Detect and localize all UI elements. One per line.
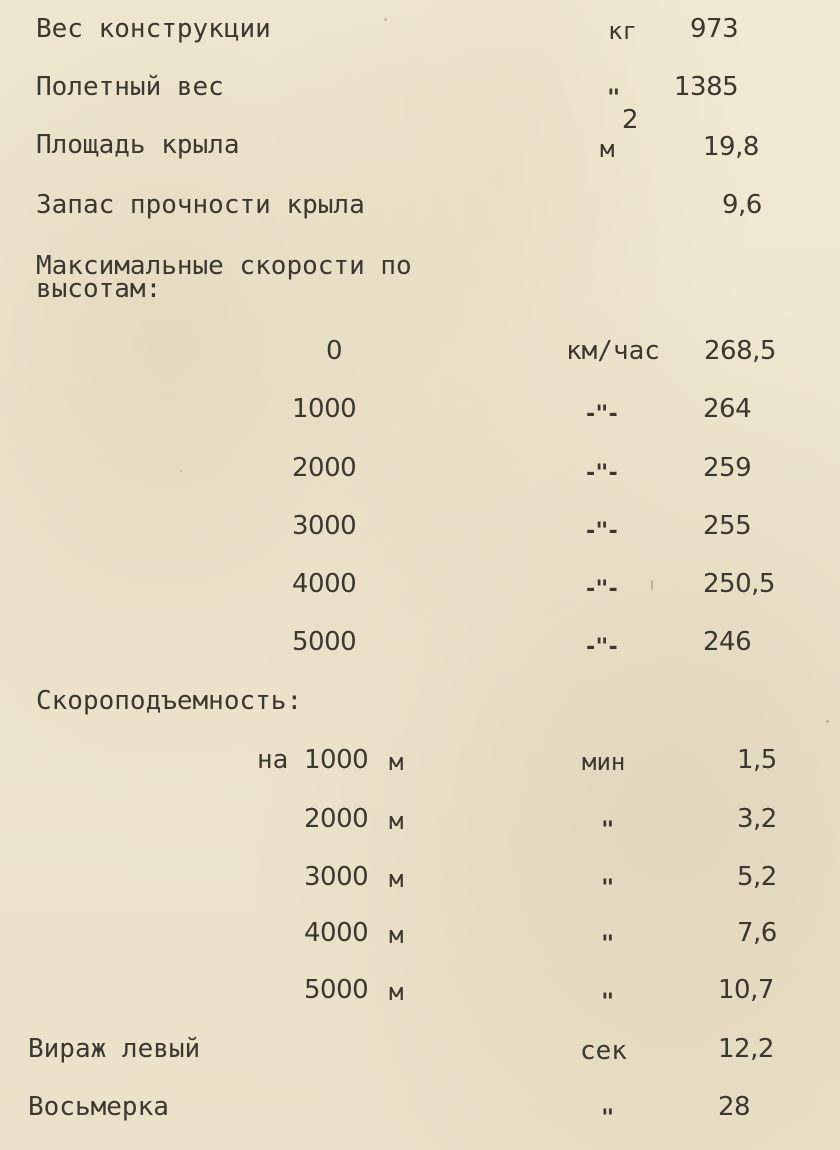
max-speed-unit: -"- (584, 519, 618, 544)
max-speed-heading-line1: Максимальные скорости по (36, 251, 412, 281)
climb-unit: " (601, 876, 613, 901)
climb-value: 10,7 (718, 975, 774, 1005)
climb-prefix: на (257, 745, 289, 775)
max-speed-value: 268,5 (704, 336, 776, 366)
paper-speck (651, 580, 653, 590)
wing-area-label: Площадь крыла (36, 130, 240, 160)
max-speed-alt: 4000 (292, 569, 357, 599)
max-speed-alt: 3000 (292, 511, 357, 541)
max-speed-value: 264 (703, 394, 752, 424)
weight-structure-unit: кг (608, 17, 637, 45)
climb-value: 7,6 (737, 918, 777, 948)
wing-strength-value: 9,6 (722, 190, 762, 220)
flight-weight-label: Полетный вес (36, 72, 224, 102)
max-speed-alt: 0 (326, 336, 343, 366)
max-speed-alt: 2000 (292, 453, 357, 483)
figure-eight-label: Восьмерка (28, 1092, 169, 1122)
paper-speck (180, 470, 182, 472)
max-speed-unit: км/час (566, 336, 660, 366)
paper-speck (384, 18, 387, 21)
flight-weight-unit: " (607, 86, 619, 111)
climb-meter: м (389, 748, 404, 776)
max-speed-unit: -"- (584, 577, 618, 602)
climb-value: 3,2 (737, 804, 777, 834)
climb-unit: " (601, 990, 613, 1015)
turn-left-unit: сек (580, 1036, 627, 1066)
wing-area-unit: м (600, 135, 615, 163)
climb-alt: 5000 (304, 975, 369, 1005)
paper-speck (826, 720, 829, 723)
climb-meter: м (389, 865, 404, 893)
weight-structure-value: 973 (690, 14, 739, 44)
max-speed-value: 255 (703, 511, 752, 541)
climb-heading: Скороподъемность: (36, 686, 303, 716)
max-speed-unit: -"- (584, 635, 618, 660)
climb-alt: 4000 (304, 918, 369, 948)
climb-unit: мин (582, 748, 626, 776)
climb-meter: м (389, 921, 404, 949)
max-speed-alt: 1000 (292, 394, 357, 424)
climb-meter: м (389, 978, 404, 1006)
turn-left-label: Вираж левый (28, 1034, 201, 1064)
weight-structure-label: Вес конструкции (36, 14, 271, 44)
wing-strength-label: Запас прочности крыла (36, 190, 365, 220)
climb-meter: м (389, 807, 404, 835)
max-speed-unit: -"- (584, 402, 618, 427)
wing-area-unit-superscript: 2 (622, 105, 639, 135)
max-speed-unit: -"- (584, 461, 618, 486)
turn-left-value: 12,2 (718, 1034, 774, 1064)
flight-weight-value: 1385 (674, 72, 739, 102)
climb-unit: " (601, 818, 613, 843)
climb-alt: 3000 (304, 862, 369, 892)
climb-value: 5,2 (737, 862, 777, 892)
wing-area-value: 19,8 (703, 132, 759, 162)
climb-alt: 1000 (304, 745, 369, 775)
max-speed-value: 250,5 (703, 569, 775, 599)
climb-alt: 2000 (304, 804, 369, 834)
climb-unit: " (601, 932, 613, 957)
max-speed-value: 246 (703, 627, 752, 657)
figure-eight-unit: " (601, 1106, 613, 1131)
max-speed-heading-line2: высотам: (36, 274, 162, 304)
climb-value: 1,5 (737, 745, 777, 775)
max-speed-alt: 5000 (292, 627, 357, 657)
max-speed-value: 259 (703, 453, 752, 483)
figure-eight-value: 28 (718, 1092, 751, 1122)
